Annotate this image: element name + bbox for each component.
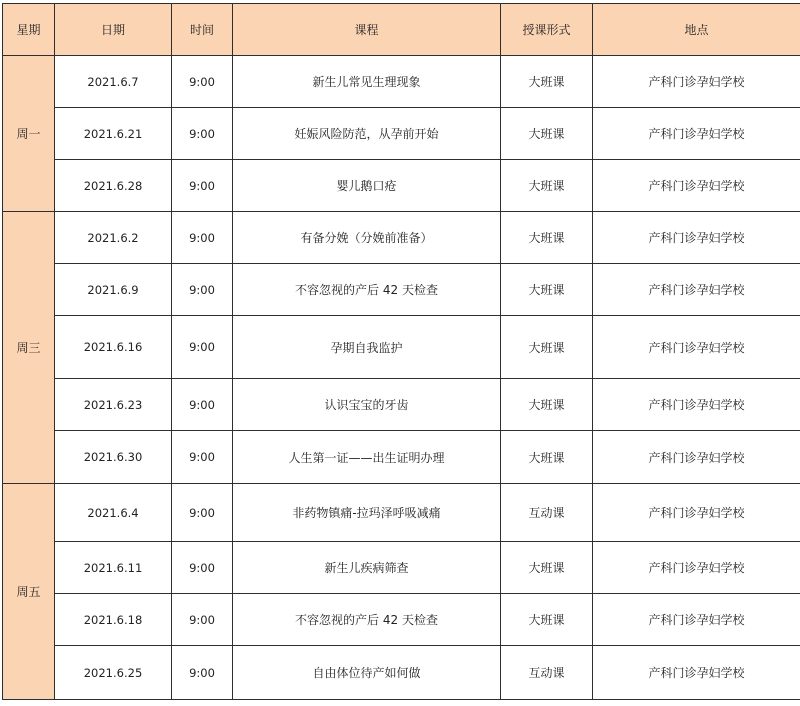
course-schedule-table bbox=[2, 3, 800, 700]
date-cell: 2021.6.18 bbox=[55, 594, 172, 646]
format-cell: 大班课 bbox=[501, 56, 593, 108]
course-cell: 新生儿常见生理现象 bbox=[233, 56, 501, 108]
time-cell: 9:00 bbox=[172, 264, 233, 316]
location-cell: 产科门诊孕妇学校 bbox=[593, 56, 800, 108]
header-format: 授课形式 bbox=[501, 4, 593, 56]
header-location: 地点 bbox=[593, 4, 800, 56]
date-cell: 2021.6.11 bbox=[55, 542, 172, 594]
time-cell: 9:00 bbox=[172, 108, 233, 160]
table-row bbox=[3, 484, 800, 542]
format-cell: 互动课 bbox=[501, 484, 593, 542]
time-cell: 9:00 bbox=[172, 212, 233, 264]
table-row bbox=[3, 56, 800, 108]
header-date: 日期 bbox=[55, 4, 172, 56]
course-cell: 不容忽视的产后 42 天检查 bbox=[233, 264, 501, 316]
time-cell: 9:00 bbox=[172, 160, 233, 212]
date-cell: 2021.6.2 bbox=[55, 212, 172, 264]
table-row bbox=[3, 379, 800, 431]
time-cell: 9:00 bbox=[172, 379, 233, 431]
location-cell: 产科门诊孕妇学校 bbox=[593, 646, 800, 700]
format-cell: 大班课 bbox=[501, 542, 593, 594]
time-cell: 9:00 bbox=[172, 316, 233, 379]
date-cell: 2021.6.4 bbox=[55, 484, 172, 542]
header-row bbox=[3, 4, 800, 56]
header-time: 时间 bbox=[172, 4, 233, 56]
weekday-cell: 周三 bbox=[3, 212, 55, 484]
header-weekday: 星期 bbox=[3, 4, 55, 56]
date-cell: 2021.6.23 bbox=[55, 379, 172, 431]
table-row bbox=[3, 264, 800, 316]
time-cell: 9:00 bbox=[172, 484, 233, 542]
schedule-body bbox=[3, 56, 800, 700]
date-cell: 2021.6.21 bbox=[55, 108, 172, 160]
format-cell: 大班课 bbox=[501, 379, 593, 431]
location-cell: 产科门诊孕妇学校 bbox=[593, 264, 800, 316]
location-cell: 产科门诊孕妇学校 bbox=[593, 431, 800, 484]
time-cell: 9:00 bbox=[172, 56, 233, 108]
course-cell: 不容忽视的产后 42 天检查 bbox=[233, 594, 501, 646]
format-cell: 大班课 bbox=[501, 316, 593, 379]
location-cell: 产科门诊孕妇学校 bbox=[593, 379, 800, 431]
time-cell: 9:00 bbox=[172, 431, 233, 484]
table-row bbox=[3, 594, 800, 646]
location-cell: 产科门诊孕妇学校 bbox=[593, 212, 800, 264]
date-cell: 2021.6.9 bbox=[55, 264, 172, 316]
date-cell: 2021.6.7 bbox=[55, 56, 172, 108]
location-cell: 产科门诊孕妇学校 bbox=[593, 484, 800, 542]
weekday-cell: 周一 bbox=[3, 56, 55, 212]
format-cell: 大班课 bbox=[501, 264, 593, 316]
time-cell: 9:00 bbox=[172, 594, 233, 646]
format-cell: 大班课 bbox=[501, 594, 593, 646]
time-cell: 9:00 bbox=[172, 542, 233, 594]
table-row bbox=[3, 542, 800, 594]
course-cell: 婴儿鹅口疮 bbox=[233, 160, 501, 212]
course-cell: 人生第一证——出生证明办理 bbox=[233, 431, 501, 484]
table-row bbox=[3, 646, 800, 700]
course-cell: 孕期自我监护 bbox=[233, 316, 501, 379]
format-cell: 大班课 bbox=[501, 108, 593, 160]
location-cell: 产科门诊孕妇学校 bbox=[593, 316, 800, 379]
header-course: 课程 bbox=[233, 4, 501, 56]
table-row bbox=[3, 431, 800, 484]
location-cell: 产科门诊孕妇学校 bbox=[593, 160, 800, 212]
course-cell: 自由体位待产如何做 bbox=[233, 646, 501, 700]
course-cell: 非药物镇痛-拉玛泽呼吸减痛 bbox=[233, 484, 501, 542]
course-cell: 妊娠风险防范，从孕前开始 bbox=[233, 108, 501, 160]
date-cell: 2021.6.25 bbox=[55, 646, 172, 700]
course-cell: 新生儿疾病筛查 bbox=[233, 542, 501, 594]
course-cell: 有备分娩（分娩前准备） bbox=[233, 212, 501, 264]
format-cell: 互动课 bbox=[501, 646, 593, 700]
format-cell: 大班课 bbox=[501, 431, 593, 484]
date-cell: 2021.6.28 bbox=[55, 160, 172, 212]
format-cell: 大班课 bbox=[501, 160, 593, 212]
course-cell: 认识宝宝的牙齿 bbox=[233, 379, 501, 431]
location-cell: 产科门诊孕妇学校 bbox=[593, 594, 800, 646]
date-cell: 2021.6.16 bbox=[55, 316, 172, 379]
weekday-cell: 周五 bbox=[3, 484, 55, 700]
date-cell: 2021.6.30 bbox=[55, 431, 172, 484]
location-cell: 产科门诊孕妇学校 bbox=[593, 108, 800, 160]
table-row bbox=[3, 108, 800, 160]
table-row bbox=[3, 160, 800, 212]
format-cell: 大班课 bbox=[501, 212, 593, 264]
table-row bbox=[3, 212, 800, 264]
table-row bbox=[3, 316, 800, 379]
time-cell: 9:00 bbox=[172, 646, 233, 700]
location-cell: 产科门诊孕妇学校 bbox=[593, 542, 800, 594]
